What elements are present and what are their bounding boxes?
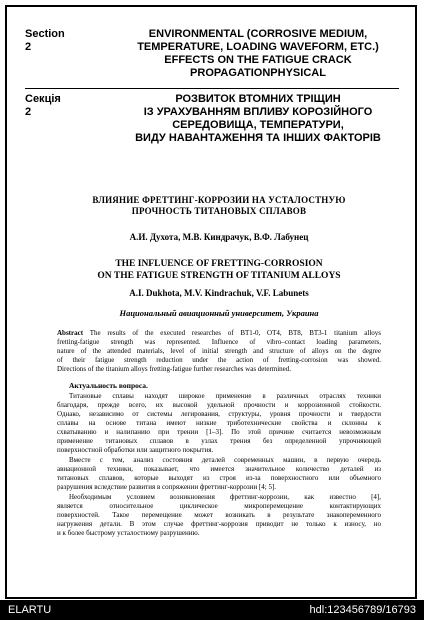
body-line: схватыванию и налипанию при трении [1–3]. По этой причине считается невозможным [57, 428, 381, 436]
body-line: Титановые сплавы находят широкое применение в различных отраслях техники [69, 392, 381, 400]
body-line: Однако, независимо от системы легирования, структуры, уровня прочности и твердости [57, 410, 381, 418]
section-ua-title [107, 93, 409, 145]
abstract-line: The results of the executed researches of ВТ1-0, ОТ4, ВТ8, ВТ3-1 titanium alloys [83, 329, 381, 337]
section-ua-label: Секція 2 [25, 93, 61, 118]
body-line: нагружения детали. В этом случае фреттинг-коррозия приводит не только к износу, но [57, 520, 381, 528]
footer-handle-id: hdl:123456789/16793 [309, 604, 416, 616]
body-paragraph-2 [57, 456, 381, 492]
body-paragraph-3 [57, 493, 381, 538]
authors-ru: А.И. Духота, М.В. Киндрачук, В.Ф. Лабунец [129, 232, 309, 242]
page-frame [5, 5, 417, 599]
article-title-en-line: ON THE FATIGUE STRENGTH OF TITANIUM ALLOYS [97, 271, 341, 281]
abstract-line: fretting-fatigue strength was represented. Influence of vibro–contact loading parameters, [57, 338, 381, 346]
section-en-title-line: PROPAGATIONPHYSICAL [190, 67, 326, 79]
article-title-en [7, 258, 424, 282]
section-ua-title-line: ІЗ УРАХУВАННЯМ ВПЛИВУ КОРОЗІЙНОГО [143, 106, 373, 118]
abstract-line: of their fatigue strength reduction under the action of fretting-corrosion was showed. [57, 356, 381, 364]
body-line: является относительное циклическое микроперемещение контактирующих [57, 502, 381, 510]
section-en-label: Section 2 [25, 28, 65, 53]
article-title-ru-line: ВЛИЯНИЕ ФРЕТТИНГ-КОРРОЗИИ НА УСТАЛОСТНУЮ [92, 195, 346, 205]
abstract-line: Directions of the titanium alloys fretting-fatigue further researches was determined. [57, 365, 292, 373]
section-ua-title-line: СЕРЕДОВИЩА, ТЕМПЕРАТУРИ, [172, 119, 344, 131]
body-line: авиационной техники, показывает, что имеется значительное количество деталей из [57, 465, 381, 473]
body-paragraph-1 [57, 392, 381, 455]
abstract-line: nature of the attended materials, level of initial strength and structure of alloys on the degree [57, 347, 381, 355]
repository-footer [0, 600, 424, 620]
body-line: сплавы на основе титана имеют низкие триботехнические свойства и склонны к [57, 419, 381, 427]
article-title-ru [7, 195, 424, 217]
body-line: благодаря, прежде всего, их высокой удельной прочности и коррозионной стойкости. [57, 401, 381, 409]
article-title-en-line: THE INFLUENCE OF FRETTING-CORROSION [115, 259, 323, 269]
body-line: титановых сплавов, которые выходят из строя из-за поверхностного или объемного [57, 474, 381, 482]
section-heading: Актуальность вопроса. [69, 381, 148, 390]
section-en-title-line: TEMPERATURE, LOADING WAVEFORM, ETC.) [137, 41, 379, 53]
authors-en: A.I. Dukhota, M.V. Kindrachuk, V.F. Labunets [129, 288, 309, 298]
article-title-ru-line: ПРОЧНОСТЬ ТИТАНОВЫХ СПЛАВОВ [131, 206, 307, 216]
body-line: Вместе с тем, анализ состояния деталей современных машин, в первую очередь [69, 456, 381, 464]
affiliation: Национальный авиационный университет, Украина [119, 308, 319, 318]
section-en-title-line: ENVIRONMENTAL (CORROSIVE MEDIUM, [148, 28, 368, 40]
abstract [57, 329, 381, 374]
body-line: Необходимым условием возникновения фреттинг-коррозии, как известно [4], [69, 493, 381, 501]
body-line: поверхностной обработки или защитного покрытия. [57, 446, 214, 454]
section-en-title [107, 28, 409, 80]
body-line: и к более быстрому усталостному разрушению. [57, 529, 200, 537]
body-line: поверхностей. Такое перемещение может возникать в результате знакопеременного [57, 511, 381, 519]
section-ua-title-line: РОЗВИТОК ВТОМНИХ ТРІЩИН [175, 93, 341, 105]
footer-repository-name: ELARTU [8, 604, 52, 616]
section-divider [25, 88, 399, 89]
abstract-label: Abstract [57, 329, 84, 337]
section-en-title-line: EFFECTS ON THE FATIGUE CRACK [164, 54, 352, 66]
section-ua-title-line: ВИДУ НАВАНТАЖЕННЯ ТА ІНШИХ ФАКТОРІВ [135, 132, 381, 144]
body-line: применение титановых сплавов в узлах трения без определенной упрочняющей [57, 437, 381, 445]
body-line: разрушения вследствие развития в сопряжении фреттинг-коррозии [4; 5]. [57, 483, 277, 491]
